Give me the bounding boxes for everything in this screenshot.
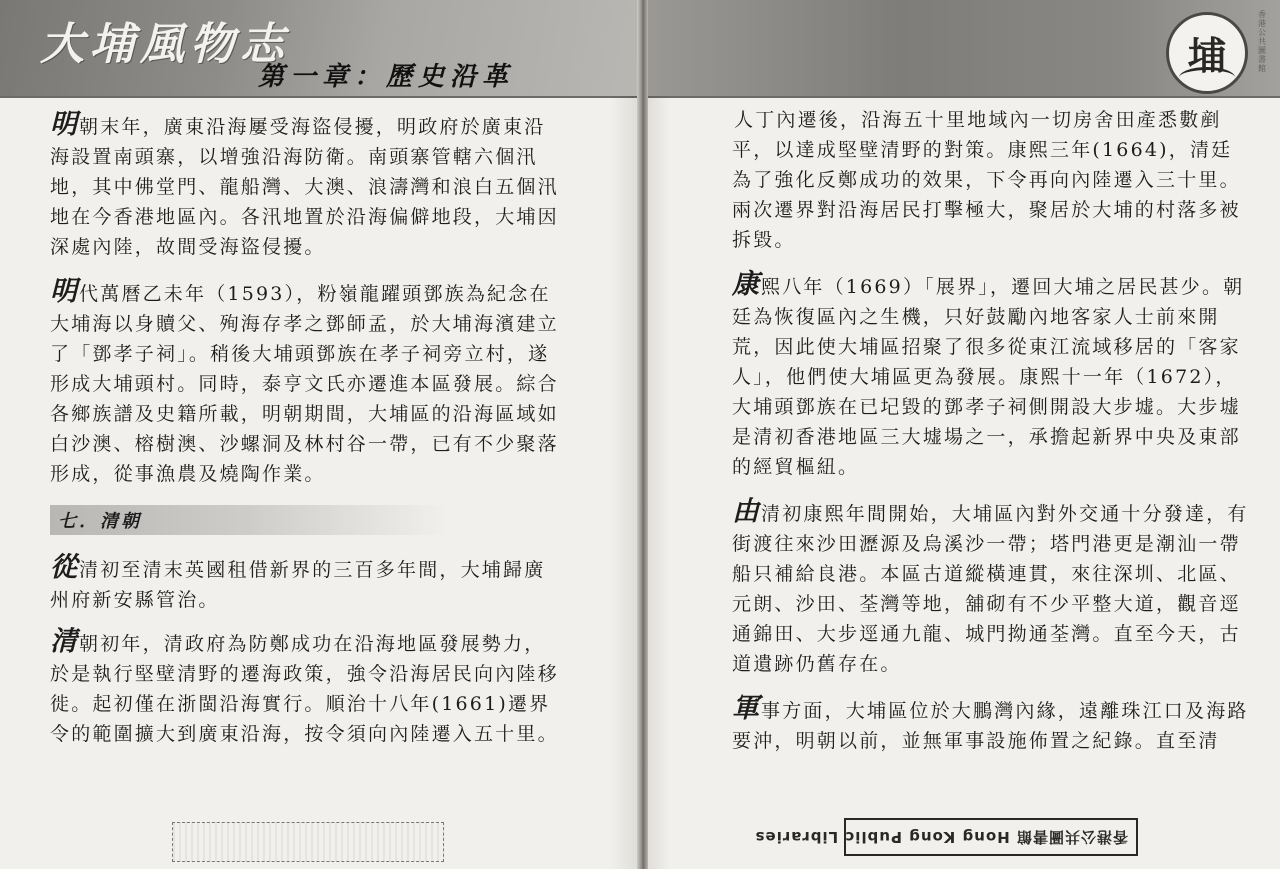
- right-page: [648, 0, 1280, 869]
- paragraph-text: 熙八年（1669）「展界」，遷回大埔之居民甚少。朝廷為恢復區內之生機，只好鼓勵內地客家人士前來開荒，因此使大埔區招聚了很多從東江流域移居的「客家人」，他們使大埔區更為發展。康熙十一年（1672），大埔頭鄧族在已圮毀的鄧孝子祠側開設大步墟。大步墟是清初香港地區三大墟場之一，承擔起新界中央及東部的經貿樞紐。: [732, 276, 1245, 478]
- logo-waves-icon: [1179, 67, 1235, 88]
- paragraph: [50, 553, 562, 615]
- drop-cap: 明: [50, 276, 77, 307]
- drop-cap: 明: [50, 109, 77, 140]
- paragraph: [732, 103, 1252, 255]
- drop-cap: 軍: [732, 693, 759, 724]
- district-logo-icon: [1166, 12, 1248, 94]
- library-stamp-text: 香港公共圖書館 Hong Kong Public Libraries: [754, 828, 1128, 846]
- paragraph: [50, 627, 562, 749]
- book-gutter: [637, 0, 648, 869]
- header-banner-left: [0, 0, 637, 98]
- paragraph: [50, 110, 562, 262]
- page-edge-shadow: [648, 96, 670, 869]
- section-heading: [50, 505, 450, 535]
- library-stamp-left: [172, 822, 444, 862]
- paragraph-text: 事方面，大埔區位於大鵬灣內緣，遠離珠江口及海路要沖，明朝以前，並無軍事設施佈置之紀錄。直至清: [732, 700, 1249, 752]
- paragraph-text: 朝初年，清政府為防鄭成功在沿海地區發展勢力，於是執行堅壁清野的遷海政策，強令沿海居民向內陸移徙。起初僅在浙閩沿海實行。順治十八年(1661)遷界令的範圍擴大到廣東沿海，按令須向內陸遷入五十里。: [50, 633, 559, 745]
- paragraph-text: 人丁內遷後，沿海五十里地域內一切房舍田產悉數剷平，以達成堅壁清野的對策。康熙三年(1664)，清廷為了強化反鄭成功的效果，下令再向內陸遷入三十里。兩次遷界對沿海居民打擊極大，聚居於大埔的村落多被拆毀。: [732, 109, 1241, 251]
- paragraph-text: 清初至清末英國租借新界的三百多年間，大埔歸廣州府新安縣管治。: [50, 559, 546, 611]
- paragraph: [50, 277, 562, 489]
- left-page-text: [50, 110, 562, 764]
- drop-cap: 清: [50, 626, 77, 657]
- paragraph-text: 朝末年，廣東沿海屢受海盜侵擾，明政府於廣東沿海設置南頭寨，以增強沿海防衛。南頭寨管轄六個汛地，其中佛堂門、龍船灣、大澳、浪濤灣和浪白五個汛地在今香港地區內。各汛地置於沿海偏僻地段，大埔因深處內陸，故間受海盜侵擾。: [50, 116, 559, 258]
- left-page: [0, 0, 637, 869]
- paragraph-text: 代萬曆乙未年（1593），粉嶺龍躍頭鄧族為紀念在大埔海以身贖父、殉海存孝之鄧師孟，於大埔海濱建立了「鄧孝子祠」。稍後大埔頭鄧族在孝子祠旁立村，遂形成大埔頭村。同時，泰亨文氏亦遷進本區發展。綜合各鄉族譜及史籍所載，明朝期間，大埔區的沿海區域如白沙澳、榕樹澳、沙螺洞及林村谷一帶，已有不少聚落形成，從事漁農及燒陶作業。: [50, 283, 559, 485]
- book-title: 大埔風物志: [40, 19, 290, 70]
- chapter-title: 第一章：歷史沿革: [258, 62, 515, 92]
- page-edge-shadow: [610, 96, 637, 869]
- paragraph: [732, 497, 1252, 679]
- paragraph-text: 清初康熙年間開始，大埔區內對外交通十分發達，有街渡往來沙田瀝源及烏溪沙一帶；塔門港更是潮汕一帶船只補給良港。本區古道縱橫連貫，來往深圳、北區、元朗、沙田、荃灣等地，舖砌有不少平整大道，觀音逕通錦田、大步逕通九龍、城門拗通荃灣。直至今天，古道遺跡仍舊存在。: [732, 503, 1249, 675]
- drop-cap: 康: [732, 269, 759, 300]
- paragraph: [732, 694, 1252, 756]
- drop-cap: 由: [732, 496, 759, 527]
- header-banner-right: [648, 0, 1280, 98]
- logo-character: 埔: [1187, 33, 1226, 78]
- logo-caption: 香港公共圖書館: [1258, 10, 1266, 73]
- section-heading-text: 七．清朝: [58, 511, 142, 532]
- library-stamp-right: [754, 818, 1138, 856]
- drop-cap: 從: [50, 552, 77, 583]
- right-page-text: [732, 103, 1252, 771]
- paragraph: [732, 270, 1252, 482]
